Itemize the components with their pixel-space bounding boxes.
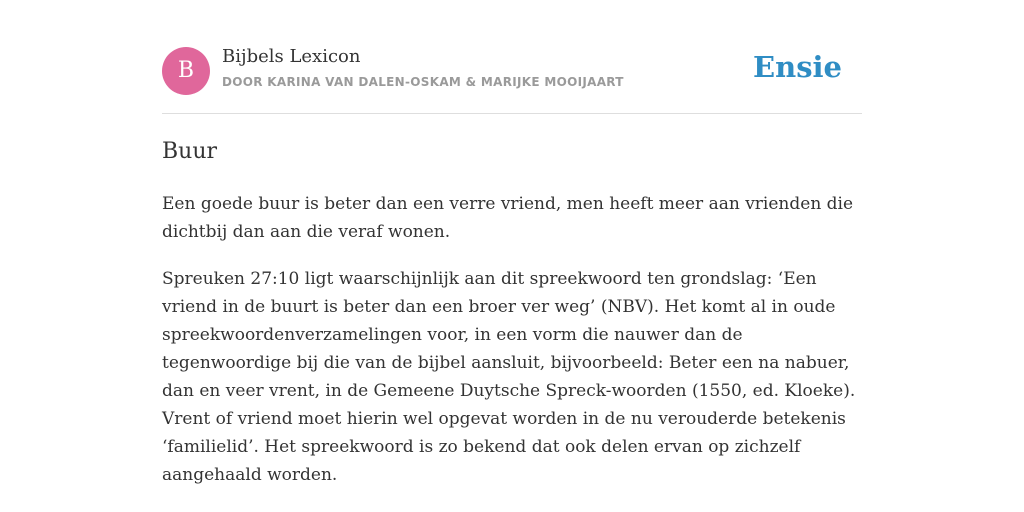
entry-body [162, 190, 868, 508]
entry-paragraph: Een goede buur is beter dan een verre vriend, men heeft meer aan vrienden die dichtbij dan aan die veraf wonen. [162, 194, 854, 242]
source-title[interactable]: Bijbels Lexicon [222, 46, 361, 67]
source-avatar: B [162, 47, 210, 95]
brand-logo[interactable]: Ensie [753, 50, 842, 84]
entry-title: Buur [162, 139, 218, 164]
source-authors: DOOR KARINA VAN DALEN-OSKAM & MARIJKE MOOIJAART [222, 75, 624, 89]
source-header [162, 46, 862, 96]
divider [162, 113, 862, 114]
entry-paragraph: Spreuken 27:10 ligt waarschijnlijk aan dit spreekwoord ten grondslag: ‘Een vriend in de buurt is beter dan een broer ver weg’ (NBV). Het komt al in oude spreekwoordenverzamelingen voor, in een vorm die nauwer dan de tegenwoordige bij die van de bijbel aansluit, bijvoorbeeld: Beter een na nabuer, dan en veer vrent, in de Gemeene Duytsche Spreck-woorden (1550, ed. Kloeke). Vrent of vriend moet hierin wel opgevat worden in de nu verouderde betekenis ‘familielid’. Het spreekwoord is zo bekend dat ook delen ervan op zichzelf aangehaald worden. [162, 269, 856, 485]
